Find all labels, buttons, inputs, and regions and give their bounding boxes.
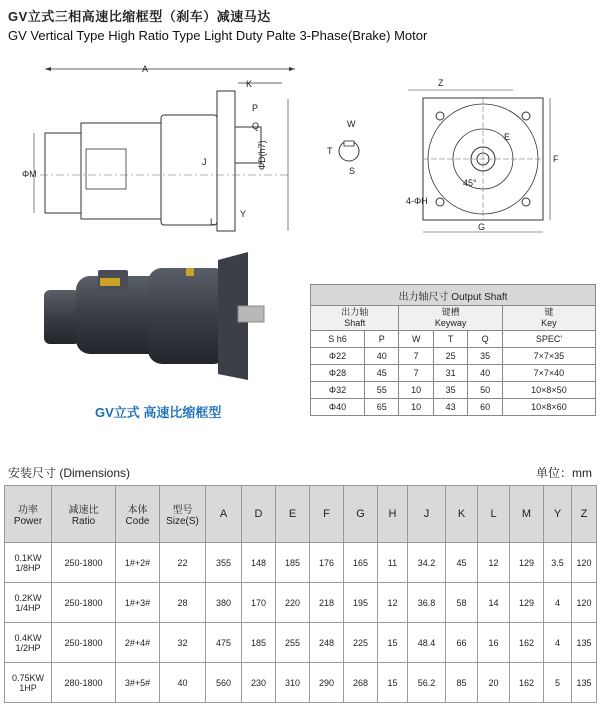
table-cell: 34.2 <box>408 543 446 583</box>
power-cell: 0.2KW 1/4HP <box>5 583 52 623</box>
dim-D-label: ΦD(h7) <box>257 140 267 170</box>
table-cell: 36.8 <box>408 583 446 623</box>
table-cell: 7 <box>399 348 433 365</box>
table-cell: 66 <box>446 623 478 663</box>
table-cell: 20 <box>478 663 510 703</box>
shaft-col-header: W <box>399 331 433 348</box>
table-cell: 10 <box>399 399 433 416</box>
table-cell: 185 <box>242 623 276 663</box>
table-cell: 355 <box>206 543 242 583</box>
table-cell: 268 <box>344 663 378 703</box>
column-header: F <box>310 486 344 543</box>
power-cell: 0.75KW 1HP <box>5 663 52 703</box>
output-shaft-table <box>310 284 596 416</box>
dim-E-label: E <box>504 132 511 142</box>
table-cell: 60 <box>468 399 502 416</box>
side-view-drawing <box>20 55 320 240</box>
column-header: 减速比 Ratio <box>52 486 116 543</box>
table-cell: Φ32 <box>311 382 365 399</box>
table-cell: 35 <box>468 348 502 365</box>
table-cell: 31 <box>433 365 467 382</box>
dim-A-label: A <box>142 64 149 74</box>
table-cell: 162 <box>510 623 544 663</box>
table-cell: 135 <box>572 663 597 703</box>
table-row <box>311 382 596 399</box>
shaft-col-header: S h6 <box>311 331 365 348</box>
shaft-col-header: T <box>433 331 467 348</box>
table-cell: 7×7×40 <box>502 365 595 382</box>
table-cell: 10 <box>399 382 433 399</box>
column-header: H <box>378 486 408 543</box>
shaft-col-header: SPEC' <box>502 331 595 348</box>
table-cell: 129 <box>510 543 544 583</box>
table-cell: 45 <box>364 365 398 382</box>
table-cell: 475 <box>206 623 242 663</box>
table-cell: 560 <box>206 663 242 703</box>
table-cell: 3#+5# <box>116 663 160 703</box>
shaft-col-header: Q <box>468 331 502 348</box>
dim-G-label: G <box>478 222 486 232</box>
column-header: 型号 Size(S) <box>160 486 206 543</box>
column-header: D <box>242 486 276 543</box>
table-cell: 56.2 <box>408 663 446 703</box>
table-row <box>311 365 596 382</box>
table-cell: 250-1800 <box>52 583 116 623</box>
shaft-group-shaft: 出力轴 Shaft <box>311 306 399 331</box>
table-cell: 220 <box>276 583 310 623</box>
dim-Y-label: Y <box>240 209 247 219</box>
dimensions-table-body <box>5 543 597 703</box>
page-title-en: GV Vertical Type High Ratio Type Light Duty Palte 3-Phase(Brake) Motor <box>8 28 428 43</box>
table-cell: 7 <box>399 365 433 382</box>
table-cell: 176 <box>310 543 344 583</box>
table-cell: 120 <box>572 583 597 623</box>
power-cell: 0.4KW 1/2HP <box>5 623 52 663</box>
table-cell: 50 <box>468 382 502 399</box>
column-header: L <box>478 486 510 543</box>
column-header: Y <box>544 486 572 543</box>
table-row <box>5 543 597 583</box>
table-cell: 185 <box>276 543 310 583</box>
table-cell: 170 <box>242 583 276 623</box>
table-cell: 250-1800 <box>52 543 116 583</box>
table-cell: 15 <box>378 663 408 703</box>
table-cell: 65 <box>364 399 398 416</box>
front-view-drawing <box>398 78 598 238</box>
table-cell: 1#+3# <box>116 583 160 623</box>
column-header: 功率 Power <box>5 486 52 543</box>
power-cell: 0.1KW 1/8HP <box>5 543 52 583</box>
table-cell: 14 <box>478 583 510 623</box>
table-cell: 58 <box>446 583 478 623</box>
table-row <box>311 399 596 416</box>
dimensions-table <box>4 485 597 703</box>
table-cell: 10×8×50 <box>502 382 595 399</box>
angle-label: 45° <box>463 178 477 188</box>
table-cell: 255 <box>276 623 310 663</box>
table-cell: 10×8×60 <box>502 399 595 416</box>
table-cell: 290 <box>310 663 344 703</box>
table-cell: 25 <box>433 348 467 365</box>
dim-S-label: S <box>349 166 356 176</box>
table-cell: 4 <box>544 583 572 623</box>
table-cell: 7×7×35 <box>502 348 595 365</box>
table-cell: 135 <box>572 623 597 663</box>
table-cell: 4 <box>544 623 572 663</box>
table-cell: 12 <box>378 583 408 623</box>
table-cell: 28 <box>160 583 206 623</box>
table-cell: 165 <box>344 543 378 583</box>
shaft-table-title: 出力轴尺寸 Output Shaft <box>311 285 596 306</box>
table-cell: 48.4 <box>408 623 446 663</box>
table-cell: 11 <box>378 543 408 583</box>
table-cell: 5 <box>544 663 572 703</box>
column-header: E <box>276 486 310 543</box>
dim-J-label: J <box>202 157 207 167</box>
table-cell: 310 <box>276 663 310 703</box>
table-cell: Φ40 <box>311 399 365 416</box>
table-row <box>5 583 597 623</box>
dim-T-label: T <box>327 146 333 156</box>
page-title-cn: GV立式三相高速比缩框型（刹车）减速马达 <box>8 9 271 24</box>
dimensions-label: 安装尺寸 (Dimensions) <box>8 466 131 480</box>
table-row <box>5 663 597 703</box>
table-row <box>5 623 597 663</box>
table-cell: 55 <box>364 382 398 399</box>
column-header: K <box>446 486 478 543</box>
dim-H-label: 4-ΦH <box>406 196 428 206</box>
table-cell: 148 <box>242 543 276 583</box>
table-cell: 129 <box>510 583 544 623</box>
table-cell: 195 <box>344 583 378 623</box>
table-cell: 162 <box>510 663 544 703</box>
dim-P-label: P <box>252 103 259 113</box>
table-cell: 225 <box>344 623 378 663</box>
table-cell: Φ28 <box>311 365 365 382</box>
table-cell: 15 <box>378 623 408 663</box>
table-cell: 32 <box>160 623 206 663</box>
table-cell: 40 <box>160 663 206 703</box>
table-cell: 35 <box>433 382 467 399</box>
unit-label: 单位：mm <box>536 466 592 480</box>
table-cell: 218 <box>310 583 344 623</box>
table-cell: 230 <box>242 663 276 703</box>
column-header: J <box>408 486 446 543</box>
dimensions-table-header <box>5 486 597 543</box>
table-cell: 250-1800 <box>52 623 116 663</box>
table-cell: 43 <box>433 399 467 416</box>
column-header: 本体 Code <box>116 486 160 543</box>
table-cell: 248 <box>310 623 344 663</box>
shaft-table-body <box>311 348 596 416</box>
table-cell: 1#+2# <box>116 543 160 583</box>
shaft-group-key: 键 Key <box>502 306 595 331</box>
table-cell: 2#+4# <box>116 623 160 663</box>
product-caption: GV立式 高速比缩框型 <box>95 405 222 420</box>
column-header: Z <box>572 486 597 543</box>
table-cell: 280-1800 <box>52 663 116 703</box>
table-row <box>311 348 596 365</box>
motor-photo <box>38 250 268 390</box>
dim-K-label: K <box>246 79 253 89</box>
dim-M-label: ΦM <box>22 169 37 179</box>
column-header: G <box>344 486 378 543</box>
dim-F-label: F <box>553 154 559 164</box>
column-header: M <box>510 486 544 543</box>
table-cell: 85 <box>446 663 478 703</box>
table-cell: 3.5 <box>544 543 572 583</box>
table-cell: 16 <box>478 623 510 663</box>
table-cell: 12 <box>478 543 510 583</box>
table-cell: 120 <box>572 543 597 583</box>
dim-L-label: L <box>210 217 216 227</box>
table-cell: Φ22 <box>311 348 365 365</box>
shaft-group-keyway: 键槽 Keyway <box>399 306 502 331</box>
column-header: A <box>206 486 242 543</box>
shaft-col-header: P <box>364 331 398 348</box>
dim-Z-label: Z <box>438 78 444 88</box>
table-cell: 380 <box>206 583 242 623</box>
dim-W-label: W <box>347 119 356 129</box>
dim-Q-label: Q <box>252 121 260 131</box>
table-cell: 22 <box>160 543 206 583</box>
key-section-drawing <box>325 118 370 178</box>
table-cell: 40 <box>364 348 398 365</box>
table-cell: 45 <box>446 543 478 583</box>
table-cell: 40 <box>468 365 502 382</box>
